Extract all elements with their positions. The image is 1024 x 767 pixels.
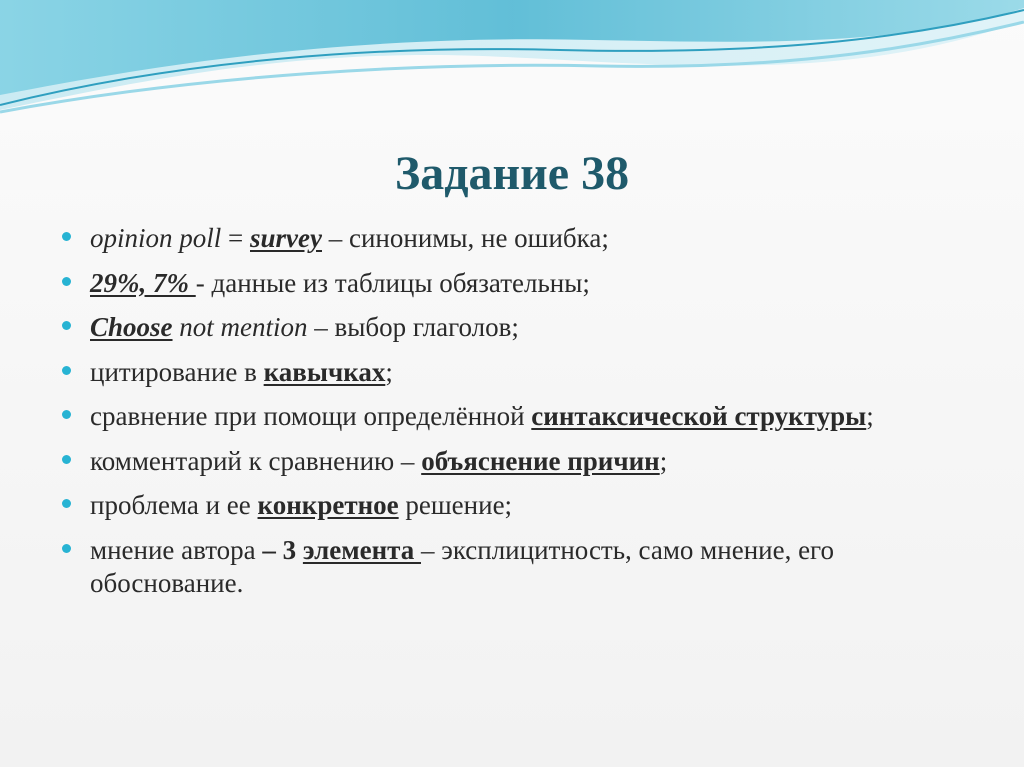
list-item-text: сравнение при помощи определённой [90,401,532,431]
bullet-dot-icon [62,366,71,375]
list-item-text: ; [659,445,668,476]
list-item [62,489,962,522]
list-item-text: кавычках [263,356,386,387]
list-item-text: Choose [90,312,173,342]
bullet-dot-icon [62,232,71,241]
list-item-text: – выбор глаголов; [307,312,519,342]
list-item-text: проблема и ее [90,490,258,520]
list-item-text: решение; [398,490,513,520]
list-item-text: - данные из таблицы обязательны; [195,267,590,298]
bullet-dot-icon [62,544,71,553]
bullet-dot-icon [62,455,71,464]
slide-title: Задание 38 [394,147,630,200]
list-item [62,445,962,478]
list-item-text: ; [385,356,393,387]
bullet-dot-icon [62,321,71,330]
list-item [62,356,962,389]
list-item-text: – синонимы, не ошибка; [321,223,609,253]
list-item-text: 29%, 7% [90,267,196,298]
list-item-text: объяснение причин [421,445,660,476]
list-item-text: survey [250,223,322,253]
list-item [62,222,962,255]
list-item-text: not mention [172,312,308,342]
list-item-text: конкретное [257,490,399,520]
list-item [62,534,962,600]
wave-decoration [0,0,1024,130]
list-item-text: синтаксической структуры [531,401,867,431]
list-item-text: элемента [302,534,421,565]
list-item-text: – эксплицитность, само мнение, его обоснование. [90,534,834,598]
bullet-dot-icon [62,410,71,419]
list-item-text: комментарий к сравнению – [90,445,422,476]
bullet-list [62,222,962,611]
list-item-text: цитирование в [90,356,264,387]
list-item-text: – 3 [262,534,303,565]
bullet-dot-icon [62,277,71,286]
list-item-text: = [221,223,250,253]
list-item [62,400,962,433]
bullet-dot-icon [62,499,71,508]
list-item-text: мнение автора [90,534,263,565]
list-item-text: ; [866,401,874,431]
list-item [62,267,962,300]
list-item-text: opinion poll [90,223,222,253]
list-item [62,311,962,344]
